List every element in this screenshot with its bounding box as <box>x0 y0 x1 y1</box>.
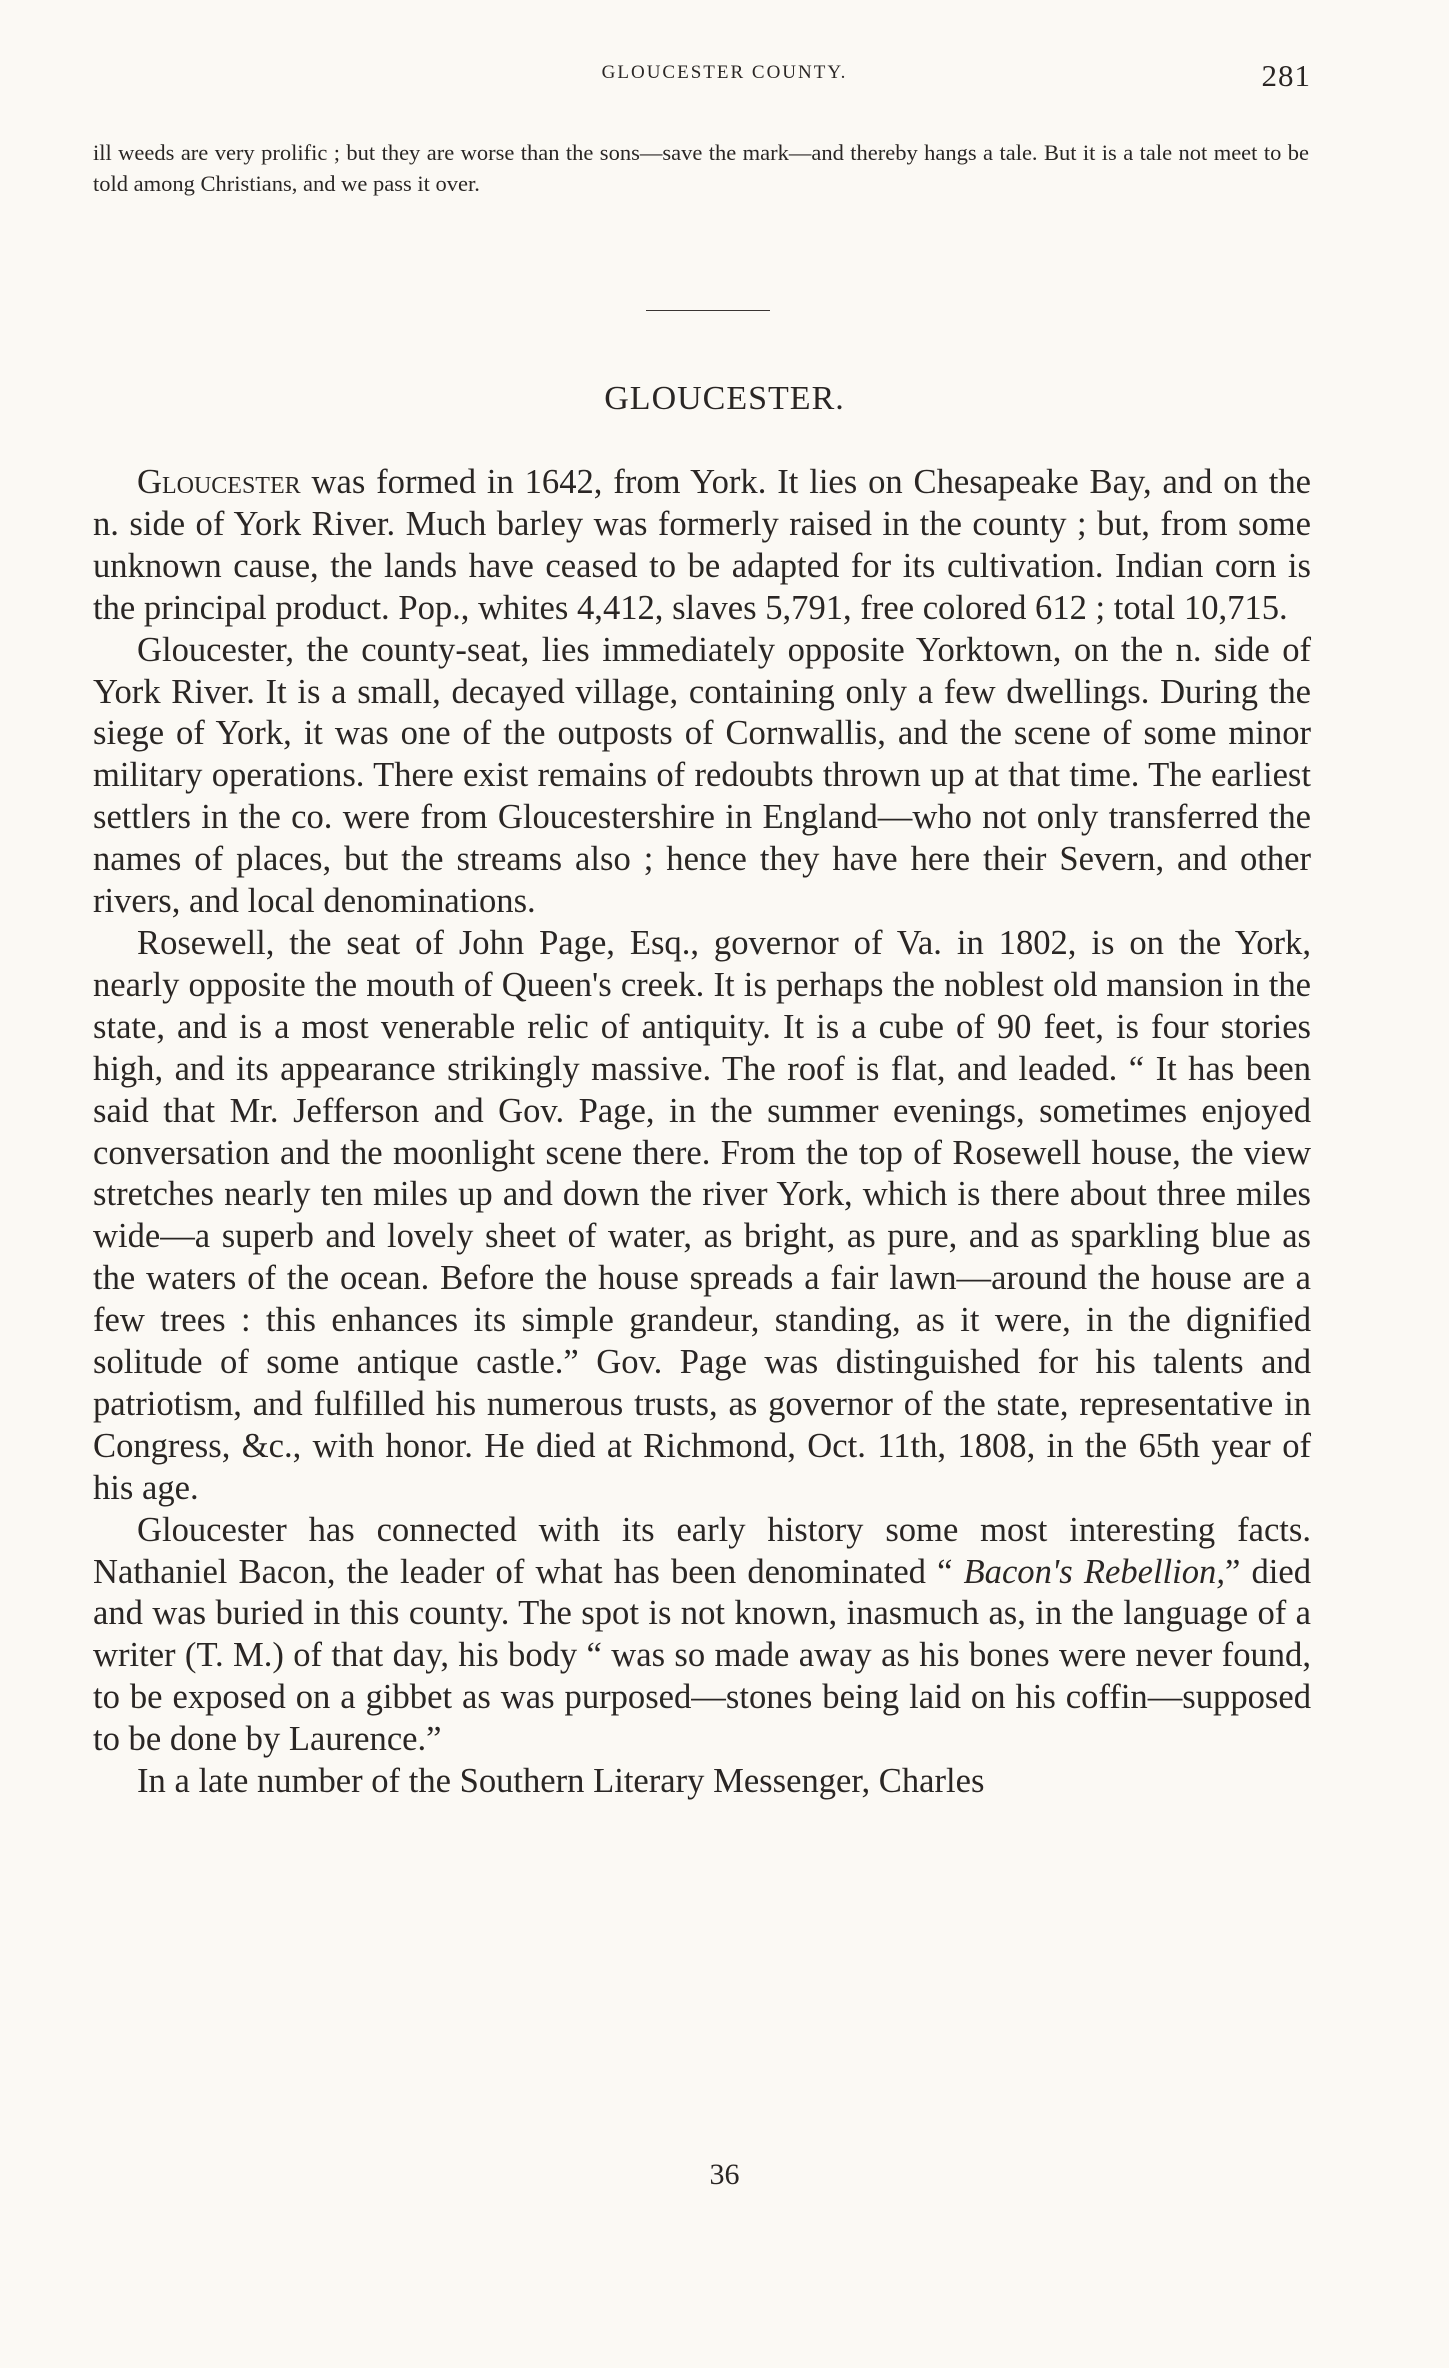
page-number: 281 <box>1261 58 1311 93</box>
paragraph-3: Rosewell, the seat of John Page, Esq., governor of Va. in 1802, is on the York, nearly opposite the mouth of Queen's creek. It is perhaps the noblest old mansion in the state, and is a most venerable relic of antiquity. It is a cube of 90 feet, is four stories high, and its appearance strikingly massive. The roof is flat, and leaded. “ It has been said that Mr. Jefferson and Gov. Page, in the summer evenings, sometimes enjoyed conversation and the moonlight scene there. From the top of Rosewell house, the view stretches nearly ten miles up and down the river York, which is there about three miles wide—a superb and lovely sheet of water, as bright, as pure, and as sparkling blue as the waters of the ocean. Before the house spreads a fair lawn—around the house are a few trees : this enhances its simple grandeur, standing, as it were, in the dignified solitude of some antique castle.” Gov. Page was distinguished for his talents and patriotism, and fulfilled his numerous trusts, as governor of the state, representative in Congress, &c., with honor. He died at Richmond, Oct. 11th, 1808, in the 65th year of his age. <box>93 923 1311 1507</box>
paragraph-1 <box>93 462 1311 630</box>
running-title: GLOUCESTER COUNTY. <box>601 62 848 83</box>
paragraph-1-lead: Gloucester <box>137 463 301 501</box>
paragraph-4-italic: Bacon's Rebellion, <box>963 1552 1225 1591</box>
continuation-paragraph: ill weeds are very prolific ; but they are worse than the sons—save the mark—and thereby hangs a tale. But it is a tale not meet to be told among Christians, and we pass it over. <box>93 140 1309 196</box>
section-heading: GLOUCESTER. <box>604 380 845 417</box>
paragraph-4 <box>93 1510 1311 1761</box>
signature-mark: 36 <box>709 2158 740 2191</box>
section-divider <box>646 310 770 311</box>
paragraph-2: Gloucester, the county-seat, lies immediately opposite Yorktown, on the n. side of York River. It is a small, decayed village, containing only a few dwellings. During the siege of York, it was one of the outposts of Cornwallis, and the scene of some minor military operations. There exist remains of redoubts thrown up at that time. The earliest settlers in the co. were from Gloucestershire in England—who not only transferred the names of places, but the streams also ; hence they have here their Severn, and other rivers, and local denominations. <box>93 630 1311 921</box>
section-body <box>93 462 1311 1803</box>
paragraph-5: In a late number of the Southern Literary Messenger, Charles <box>137 1762 985 1801</box>
paragraph-4-text-b: ” died and was buried in this county. The spot is not known, inasmuch as, in the language of a writer (T. M.) of that day, his body “ was so made away as his bones were never found, to be exposed on a gibbet as was purposed—stones being laid on his coffin—supposed to be done by Laurence.” <box>93 1552 1311 1759</box>
running-head <box>0 58 1449 98</box>
paragraph-1-text: was formed in 1642, from York. It lies on Chesapeake Bay, and on the n. side of York River. Much barley was formerly raised in the county ; but, from some unknown cause, the lands have ceased to be adapted for its cultivation. Indian corn is the principal product. Pop., whites 4,412, slaves 5,791, free colored 612 ; total 10,715. <box>93 463 1311 627</box>
paragraph-4-text-a: Gloucester has connected with its early history some most interesting facts. Nathaniel Bacon, the leader of what has been denominated “ <box>93 1510 1311 1591</box>
